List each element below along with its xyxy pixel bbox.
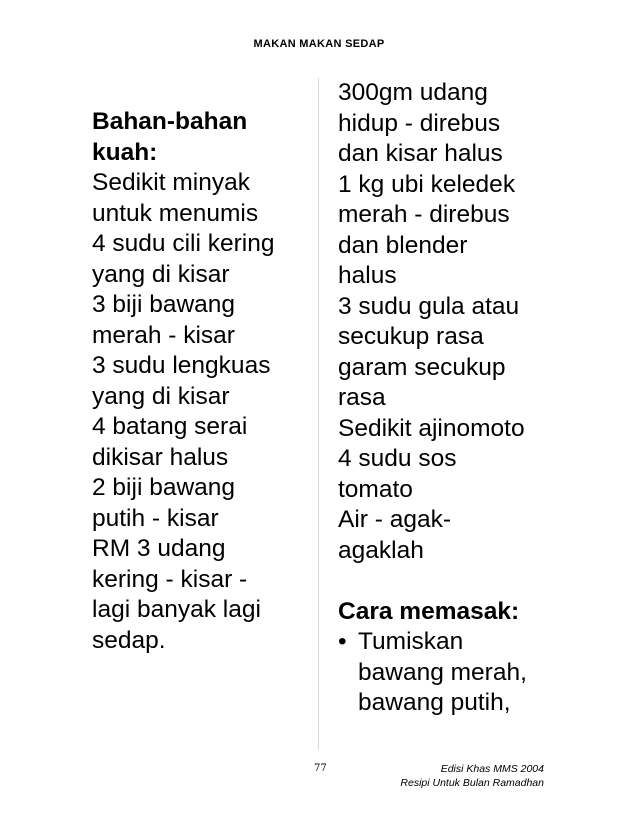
ingredient-line: halus	[338, 262, 397, 289]
section-gap	[338, 566, 578, 597]
ingredient-line: RM 3 udang	[92, 535, 226, 562]
ingredient-line: merah - direbus	[338, 201, 510, 228]
ingredient-line: secukup rasa	[338, 323, 484, 350]
page-number: 77	[314, 763, 327, 774]
ingredient-line: agaklah	[338, 536, 424, 564]
right-column	[338, 78, 578, 719]
ingredient-line: 4 sudu cili kering	[92, 230, 275, 257]
ingredient-line: putih - kisar	[92, 504, 219, 532]
ingredients-heading-line-1: Bahan-bahan	[92, 108, 248, 135]
ingredient-line: tomato	[338, 475, 413, 503]
ingredient-line: 2 biji bawang	[92, 474, 236, 501]
ingredient-line: 4 batang serai	[92, 413, 248, 440]
ingredient-line: dan kisar halus	[338, 140, 503, 167]
method-step-line: Tumiskan	[358, 628, 464, 655]
footer-publication	[400, 762, 544, 790]
ingredient-line: Sedikit minyak	[92, 169, 250, 196]
left-column	[92, 107, 310, 656]
ingredient-line: yang di kisar	[92, 260, 230, 288]
ingredient-line: Air - agak-	[338, 506, 452, 533]
ingredient-line: 4 sudu sos	[338, 445, 457, 472]
ingredient-line: 3 sudu gula atau	[338, 292, 520, 320]
method-step	[338, 627, 578, 658]
ingredient-line: 1 kg ubi keledek	[338, 170, 516, 198]
ingredient-line: Sedikit ajinomoto	[338, 414, 525, 442]
ingredient-line: 3 biji bawang	[92, 291, 236, 318]
bullet-icon: •	[338, 628, 347, 655]
ingredient-line: 300gm udang	[338, 79, 488, 106]
ingredient-line: yang di kisar	[92, 382, 230, 410]
ingredient-line: dan blender	[338, 231, 468, 259]
ingredient-line: rasa	[338, 384, 386, 411]
footer-subtitle: Resipi Untuk Bulan Ramadhan	[400, 777, 544, 789]
ingredient-line: kering - kisar -	[92, 565, 248, 593]
ingredient-line: lagi banyak lagi	[92, 596, 261, 623]
ingredient-line: garam secukup	[338, 353, 506, 381]
ingredient-line: hidup - direbus	[338, 109, 501, 137]
footer-edition: Edisi Khas MMS 2004	[440, 763, 544, 775]
method-step-line: bawang putih,	[358, 689, 511, 716]
method-heading: Cara memasak:	[338, 597, 520, 625]
ingredient-line: dikisar halus	[92, 443, 229, 471]
page-header: MAKAN MAKAN SEDAP	[253, 38, 385, 50]
ingredient-line: untuk menumis	[92, 199, 259, 227]
method-step-line: bawang merah,	[358, 658, 527, 686]
ingredients-heading-line-2: kuah:	[92, 138, 158, 166]
ingredient-line: sedap.	[92, 626, 166, 654]
ingredient-line: merah - kisar	[92, 321, 235, 349]
column-divider	[318, 78, 319, 750]
ingredient-line: 3 sudu lengkuas	[92, 352, 271, 379]
